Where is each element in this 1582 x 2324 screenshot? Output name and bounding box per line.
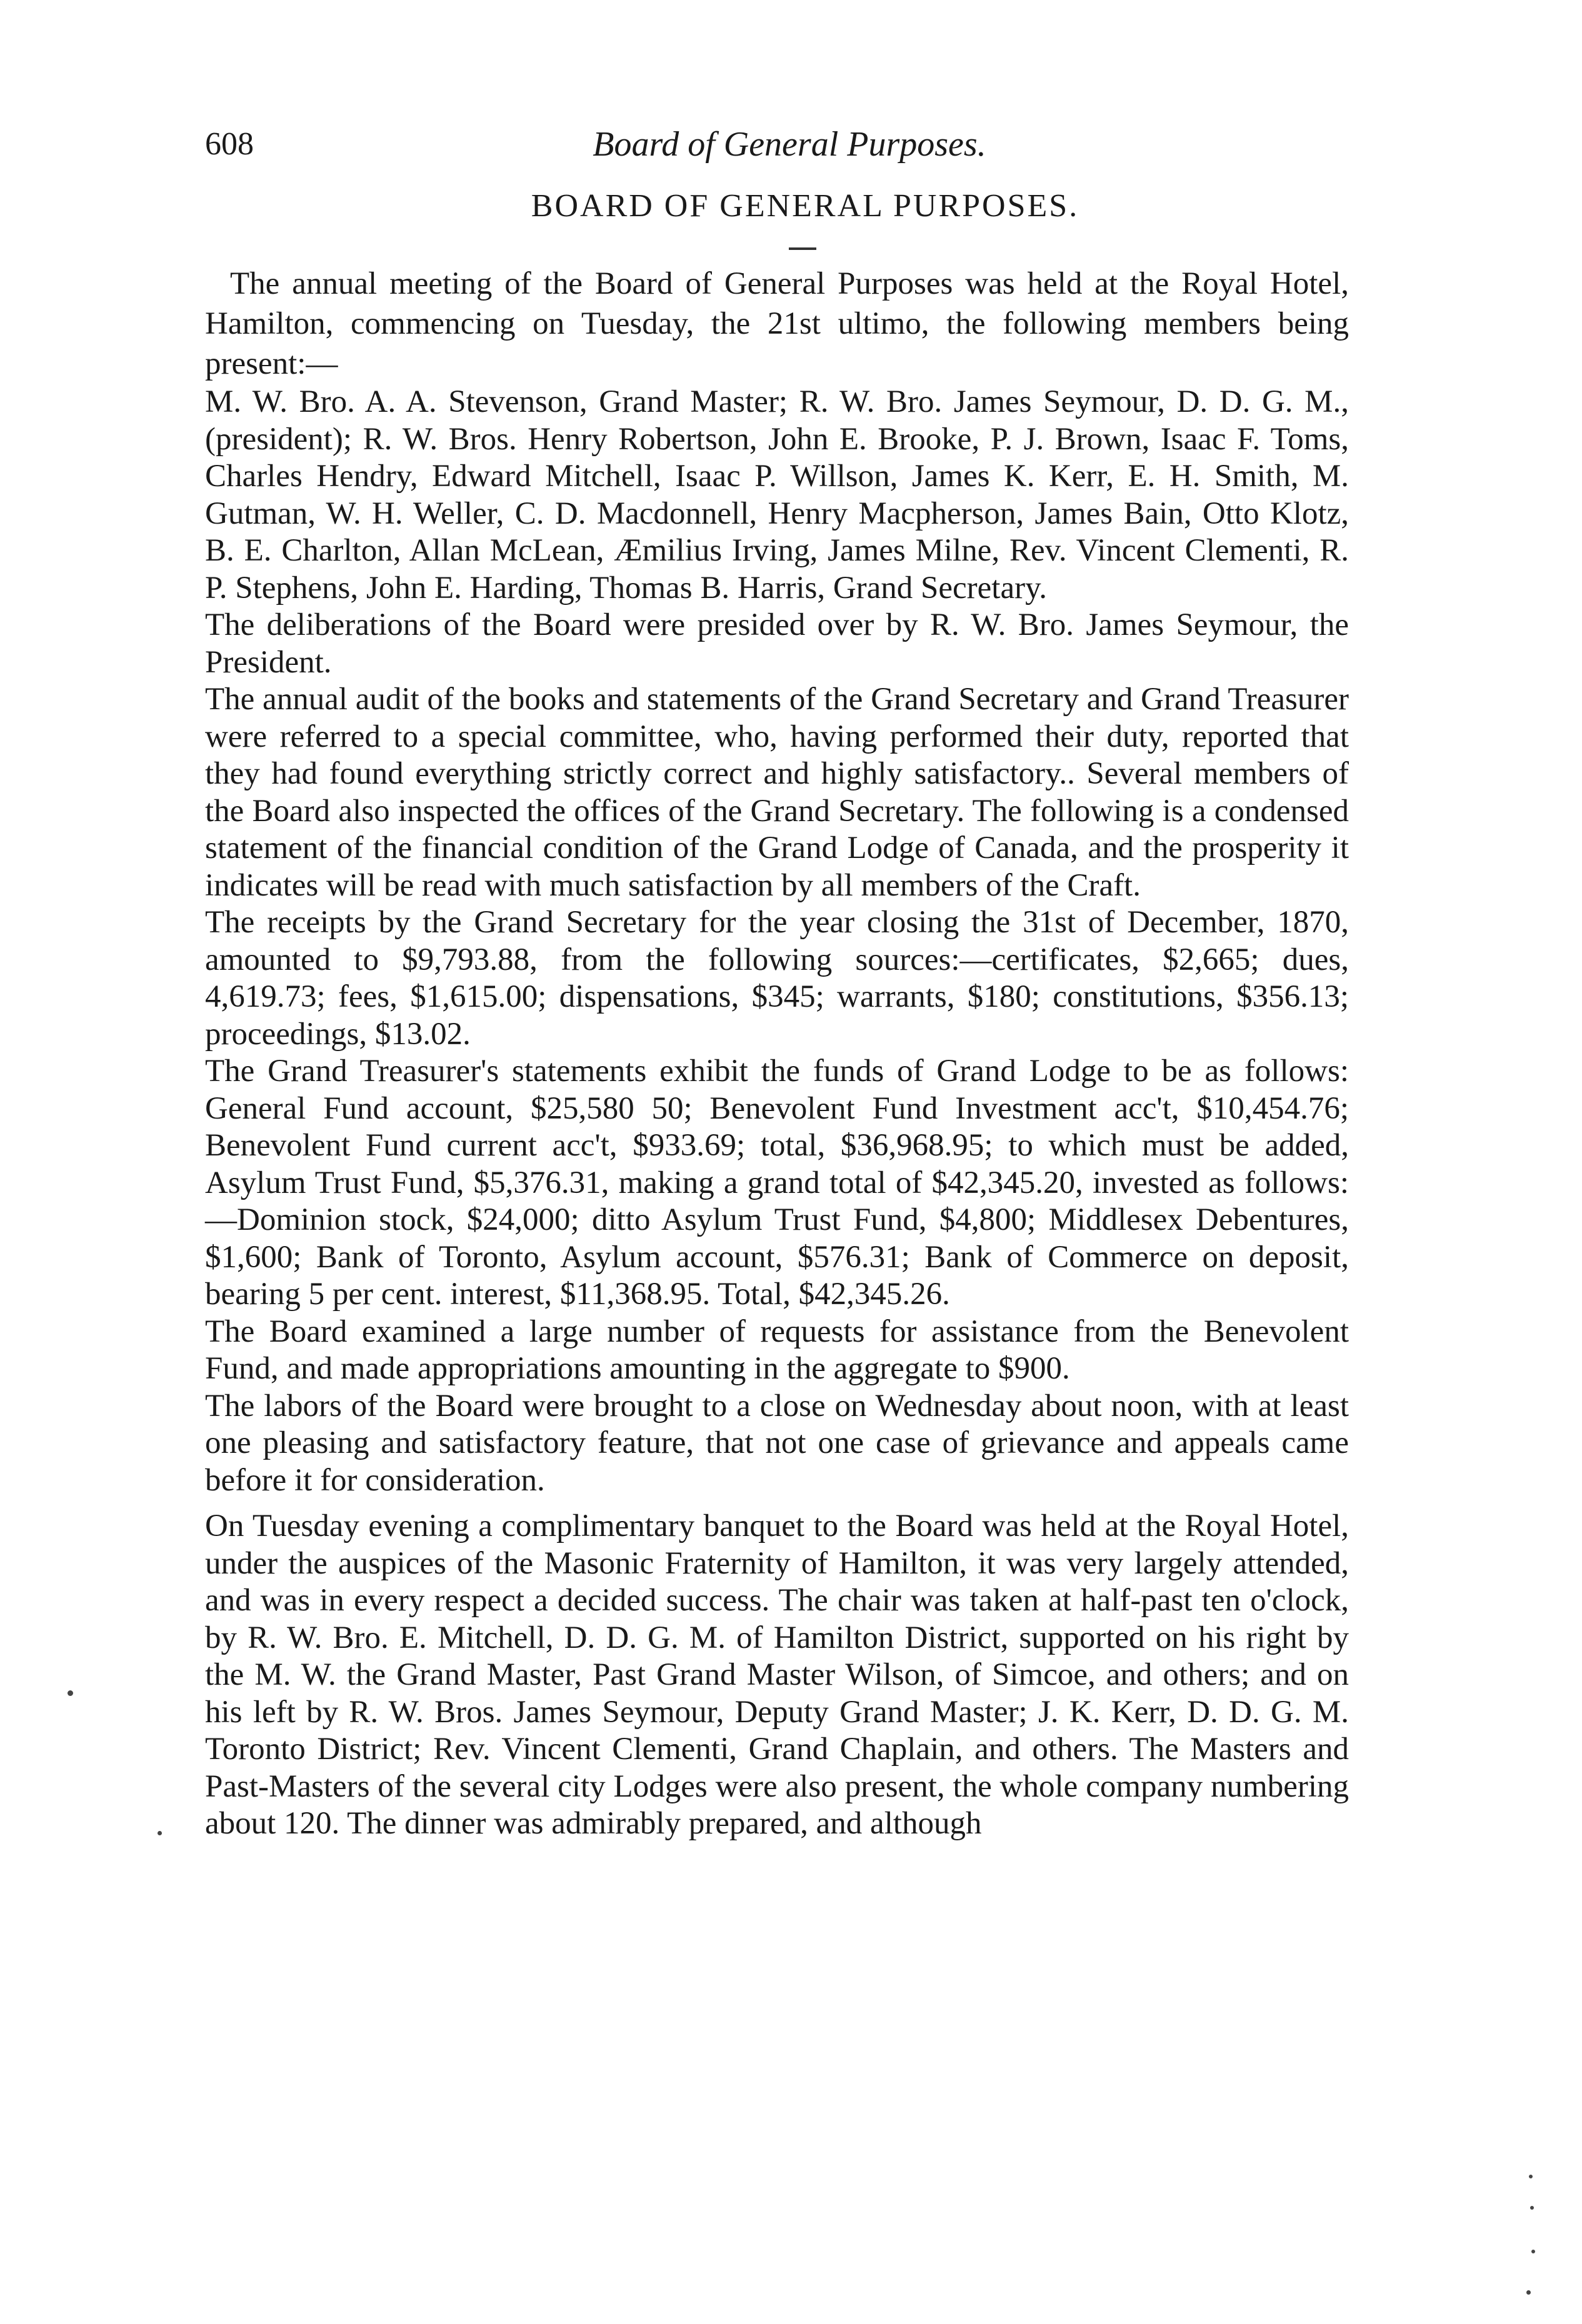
margin-speck: [1530, 2206, 1534, 2210]
page-number: 608: [205, 126, 254, 162]
paragraph-benevolent: The Board examined a large number of requests for assistance from the Benevolent Fund, and made appropriations amounting in the aggregate to $900.: [205, 1314, 1349, 1386]
running-title: Board of General Purposes.: [593, 125, 986, 164]
margin-speck: [1526, 2290, 1531, 2295]
paragraph-members: M. W. Bro. A. A. Stevenson, Grand Master; R. W. Bro. James Seymour, D. D. G. M., (president); R. W. Bros. Henry Robertson, John E. Brooke, P. J. Brown, Isaac F. Toms, Charles Hendry, Edward Mitchell, Isaac P. Willson, James K. Kerr, E. H. Smith, M. Gutman, W. H. Weller, C. D. Macdonnell, Henry Macpherson, James Bain, Otto Klotz, B. E. Charlton, Allan McLean, Æmilius Irving, James Milne, Rev. Vincent Clementi, R. P. Stephens, John E. Harding, Thomas B. Harris, Grand Secretary.: [205, 384, 1349, 606]
margin-speck: [68, 1690, 73, 1696]
paragraph-banquet: On Tuesday evening a complimentary banquet to the Board was held at the Royal Hotel, under the auspices of the Masonic Fraternity of Hamilton, it was very largely attended, and was in every respect a decided success. The chair was taken at half-past ten o'clock, by R. W. Bro. E. Mitchell, D. D. G. M. of Hamilton District, supported on his right by the M. W. the Grand Master, Past Grand Master Wilson, of Simcoe, and others; and on his left by R. W. Bros. James Seymour, Deputy Grand Master; J. K. Kerr, D. D. G. M. Toronto District; Rev. Vincent Clementi, Grand Chaplain, and others. The Masters and Past-Masters of the several city Lodges were also present, the whole company numbering about 120. The dinner was admirably prepared, and although: [205, 1509, 1349, 1841]
margin-speck: [158, 1831, 162, 1835]
paragraph-meeting: The annual meeting of the Board of General Purposes was held at the Royal Hotel, Hamilton, commencing on Tuesday, the 21st ultimo, the following members being present:—: [205, 266, 1349, 381]
margin-speck: [1531, 2250, 1535, 2253]
paragraph-close: The labors of the Board were brought to a close on Wednesday about noon, with at least one pleasing and satisfactory feature, that not one case of grievance and appeals came before it for consideration.: [205, 1388, 1349, 1498]
article-body: [205, 264, 1349, 1843]
paragraph-audit: The annual audit of the books and statements of the Grand Secretary and Grand Treasurer were referred to a special committee, who, having performed their duty, reported that they had found everything strictly correct and highly satisfactory.. Several members of the Board also inspected the offices of the Grand Secretary. The following is a condensed statement of the financial condition of the Grand Lodge of Canada, and the prosperity it indicates will be read with much satisfaction by all members of the Craft.: [205, 682, 1349, 903]
paragraph-treasurer: The Grand Treasurer's statements exhibit the funds of Grand Lodge to be as follows: General Fund account, $25,580 50; Benevolent Fund Investment acc't, $10,454.76; Benevolent Fund current acc't, $933.69; total, $36,968.95; to which must be added, Asylum Trust Fund, $5,376.31, making a grand total of $42,345.20, invested as follows:—Dominion stock, $24,000; ditto Asylum Trust Fund, $4,800; Middlesex Debentures, $1,600; Bank of Toronto, Asylum account, $576.31; Bank of Commerce on deposit, bearing 5 per cent. interest, $11,368.95. Total, $42,345.26.: [205, 1054, 1349, 1312]
running-head: [205, 116, 1349, 172]
paragraph-receipts: The receipts by the Grand Secretary for the year closing the 31st of December, 1870, amounted to $9,793.88, from the following sources:—certificates, $2,665; dues, 4,619.73; fees, $1,615.00; dispensations, $345; warrants, $180; constitutions, $356.13; proceedings, $13.02.: [205, 905, 1349, 1052]
paragraph-president: The deliberations of the Board were presided over by R. W. Bro. James Seymour, the President.: [205, 607, 1349, 680]
article-title: BOARD OF GENERAL PURPOSES.: [531, 188, 1079, 224]
margin-speck: [1529, 2175, 1533, 2178]
title-rule: [789, 247, 816, 250]
